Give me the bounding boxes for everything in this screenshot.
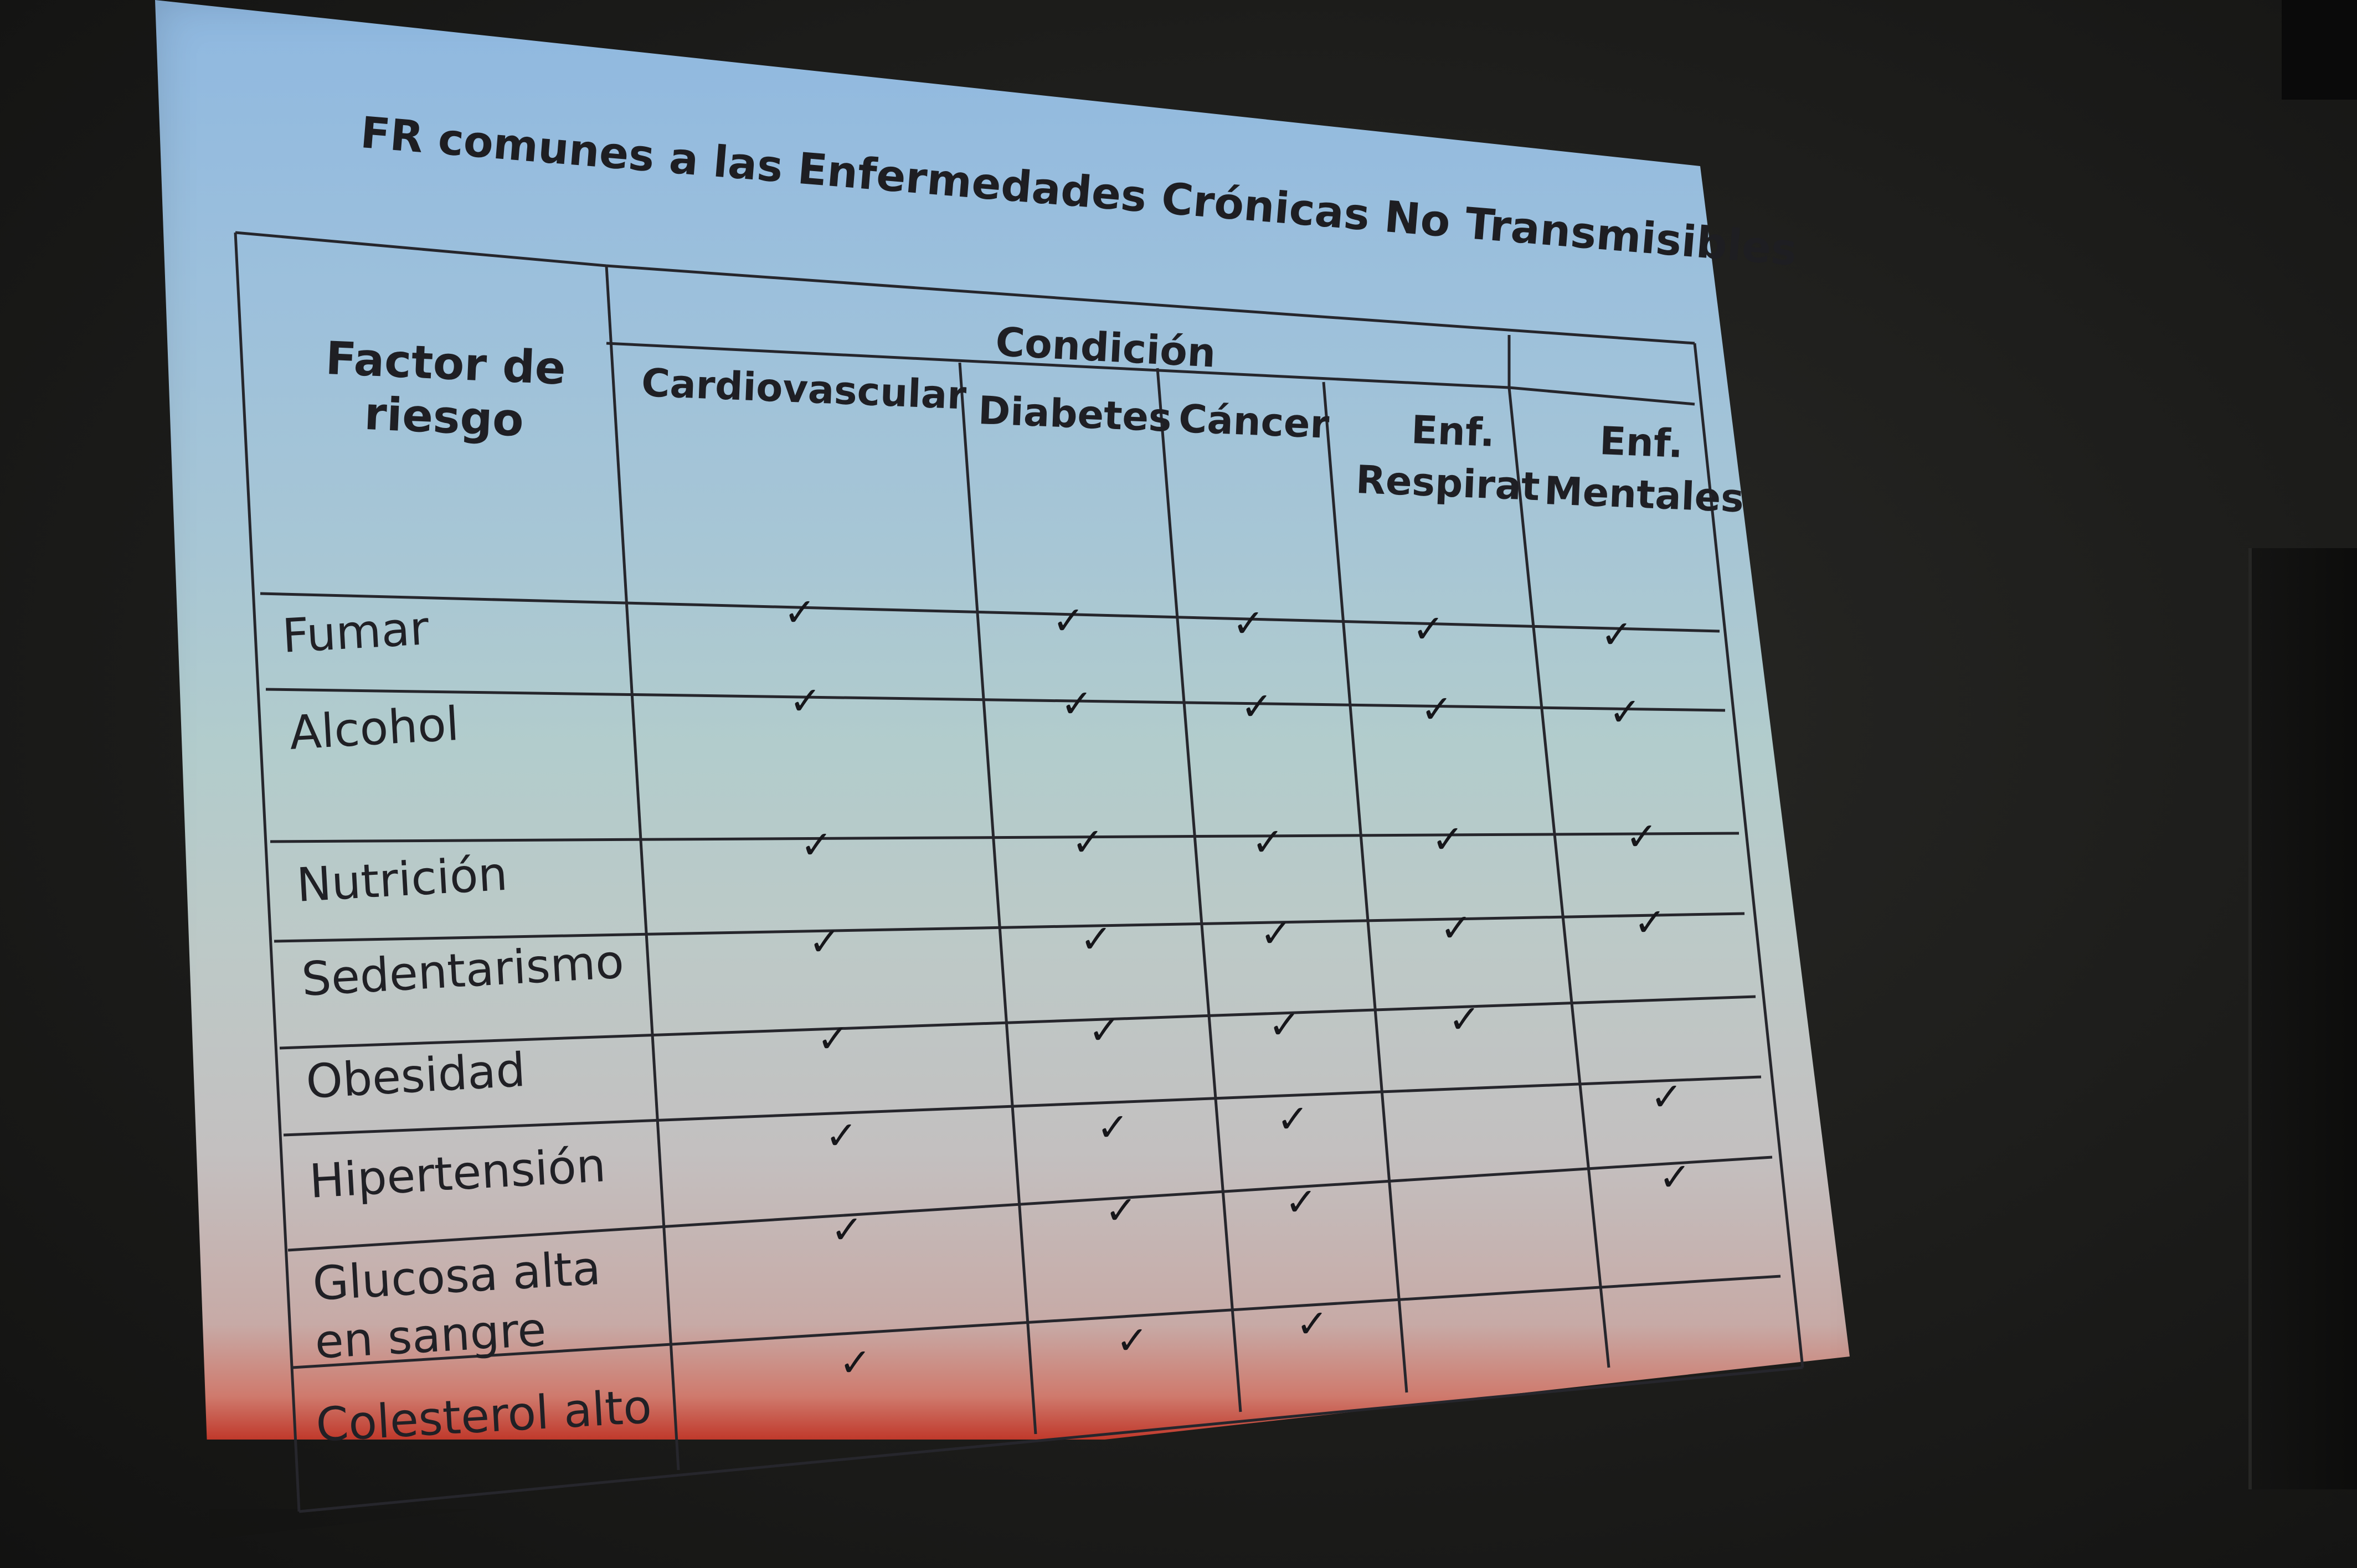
slide-title: FR comunes a las Enfermedades Crónicas No Transmisibles <box>358 108 1799 276</box>
check-icon: ✓ <box>1088 1008 1121 1053</box>
grid-line <box>235 233 299 1512</box>
grid-line <box>960 363 1036 1434</box>
check-icon: ✓ <box>825 1113 858 1158</box>
check-icon: ✓ <box>1072 819 1104 865</box>
check-icon: ✓ <box>1105 1188 1138 1233</box>
check-icon: ✓ <box>1448 997 1481 1042</box>
check-icon: ✓ <box>1260 911 1293 956</box>
row-label: Sedentarismo <box>300 934 626 1007</box>
check-icon: ✓ <box>1277 1096 1309 1142</box>
check-icon: ✓ <box>809 919 841 964</box>
check-icon: ✓ <box>1252 819 1284 865</box>
group-header: Condición <box>994 318 1217 376</box>
row-label: Colesterol alto <box>315 1379 653 1452</box>
grid-line <box>606 266 678 1470</box>
row-label: Fumar <box>281 601 430 663</box>
grid-line <box>274 914 1744 941</box>
grid-line <box>235 233 606 266</box>
check-icon: ✓ <box>1061 681 1093 726</box>
column-header: Mentales <box>1543 468 1745 522</box>
row-label: Nutrición <box>295 846 509 912</box>
check-icon: ✓ <box>1285 1179 1318 1225</box>
row-label: Alcohol <box>288 696 461 760</box>
grid-line <box>280 997 1756 1048</box>
check-icon: ✓ <box>789 678 822 724</box>
check-icon: ✓ <box>1634 900 1666 945</box>
check-icon: ✓ <box>784 590 816 635</box>
column-header: Enf. <box>1598 418 1684 467</box>
check-icon: ✓ <box>1080 916 1113 962</box>
check-icon: ✓ <box>1432 817 1464 862</box>
column-header: Cardiovascular <box>640 360 967 419</box>
check-icon: ✓ <box>1609 689 1641 735</box>
check-icon: ✓ <box>839 1340 872 1385</box>
corner-header-line: riesgo <box>363 388 525 447</box>
check-icon: ✓ <box>817 1016 850 1061</box>
check-icon: ✓ <box>1412 606 1445 652</box>
check-icon: ✓ <box>800 822 833 868</box>
row-label: en sangre <box>313 1302 548 1369</box>
check-icon: ✓ <box>1232 601 1265 646</box>
column-header: Enf. <box>1410 407 1496 456</box>
column-header: Cáncer <box>1177 396 1330 447</box>
check-icon: ✓ <box>1650 1074 1683 1120</box>
check-icon: ✓ <box>1268 1002 1301 1048</box>
grid-line <box>1509 388 1695 404</box>
check-icon: ✓ <box>831 1207 863 1252</box>
check-icon: ✓ <box>1052 598 1085 643</box>
grid-line <box>270 833 1739 842</box>
check-icon: ✓ <box>1625 814 1658 859</box>
check-icon: ✓ <box>1241 684 1273 729</box>
grid-line <box>260 594 1720 631</box>
check-icon: ✓ <box>1440 905 1473 951</box>
row-label: Hipertensión <box>308 1138 608 1209</box>
check-icon: ✓ <box>1659 1154 1691 1200</box>
row-label: Obesidad <box>305 1042 527 1109</box>
check-icon: ✓ <box>1296 1301 1329 1347</box>
column-header: Diabetes <box>977 388 1173 441</box>
grid-line <box>266 689 1725 710</box>
check-icon: ✓ <box>1097 1105 1129 1150</box>
grid-line <box>1157 368 1241 1412</box>
corner-header-line: Factor de <box>324 332 567 395</box>
check-icon: ✓ <box>1601 612 1633 657</box>
check-icon: ✓ <box>1421 687 1453 732</box>
check-icon: ✓ <box>1116 1318 1149 1363</box>
row-label: Glucosa alta <box>311 1240 603 1311</box>
grid-line <box>1324 382 1407 1392</box>
column-header: Respirat <box>1355 457 1541 510</box>
grid-line <box>1509 388 1609 1368</box>
